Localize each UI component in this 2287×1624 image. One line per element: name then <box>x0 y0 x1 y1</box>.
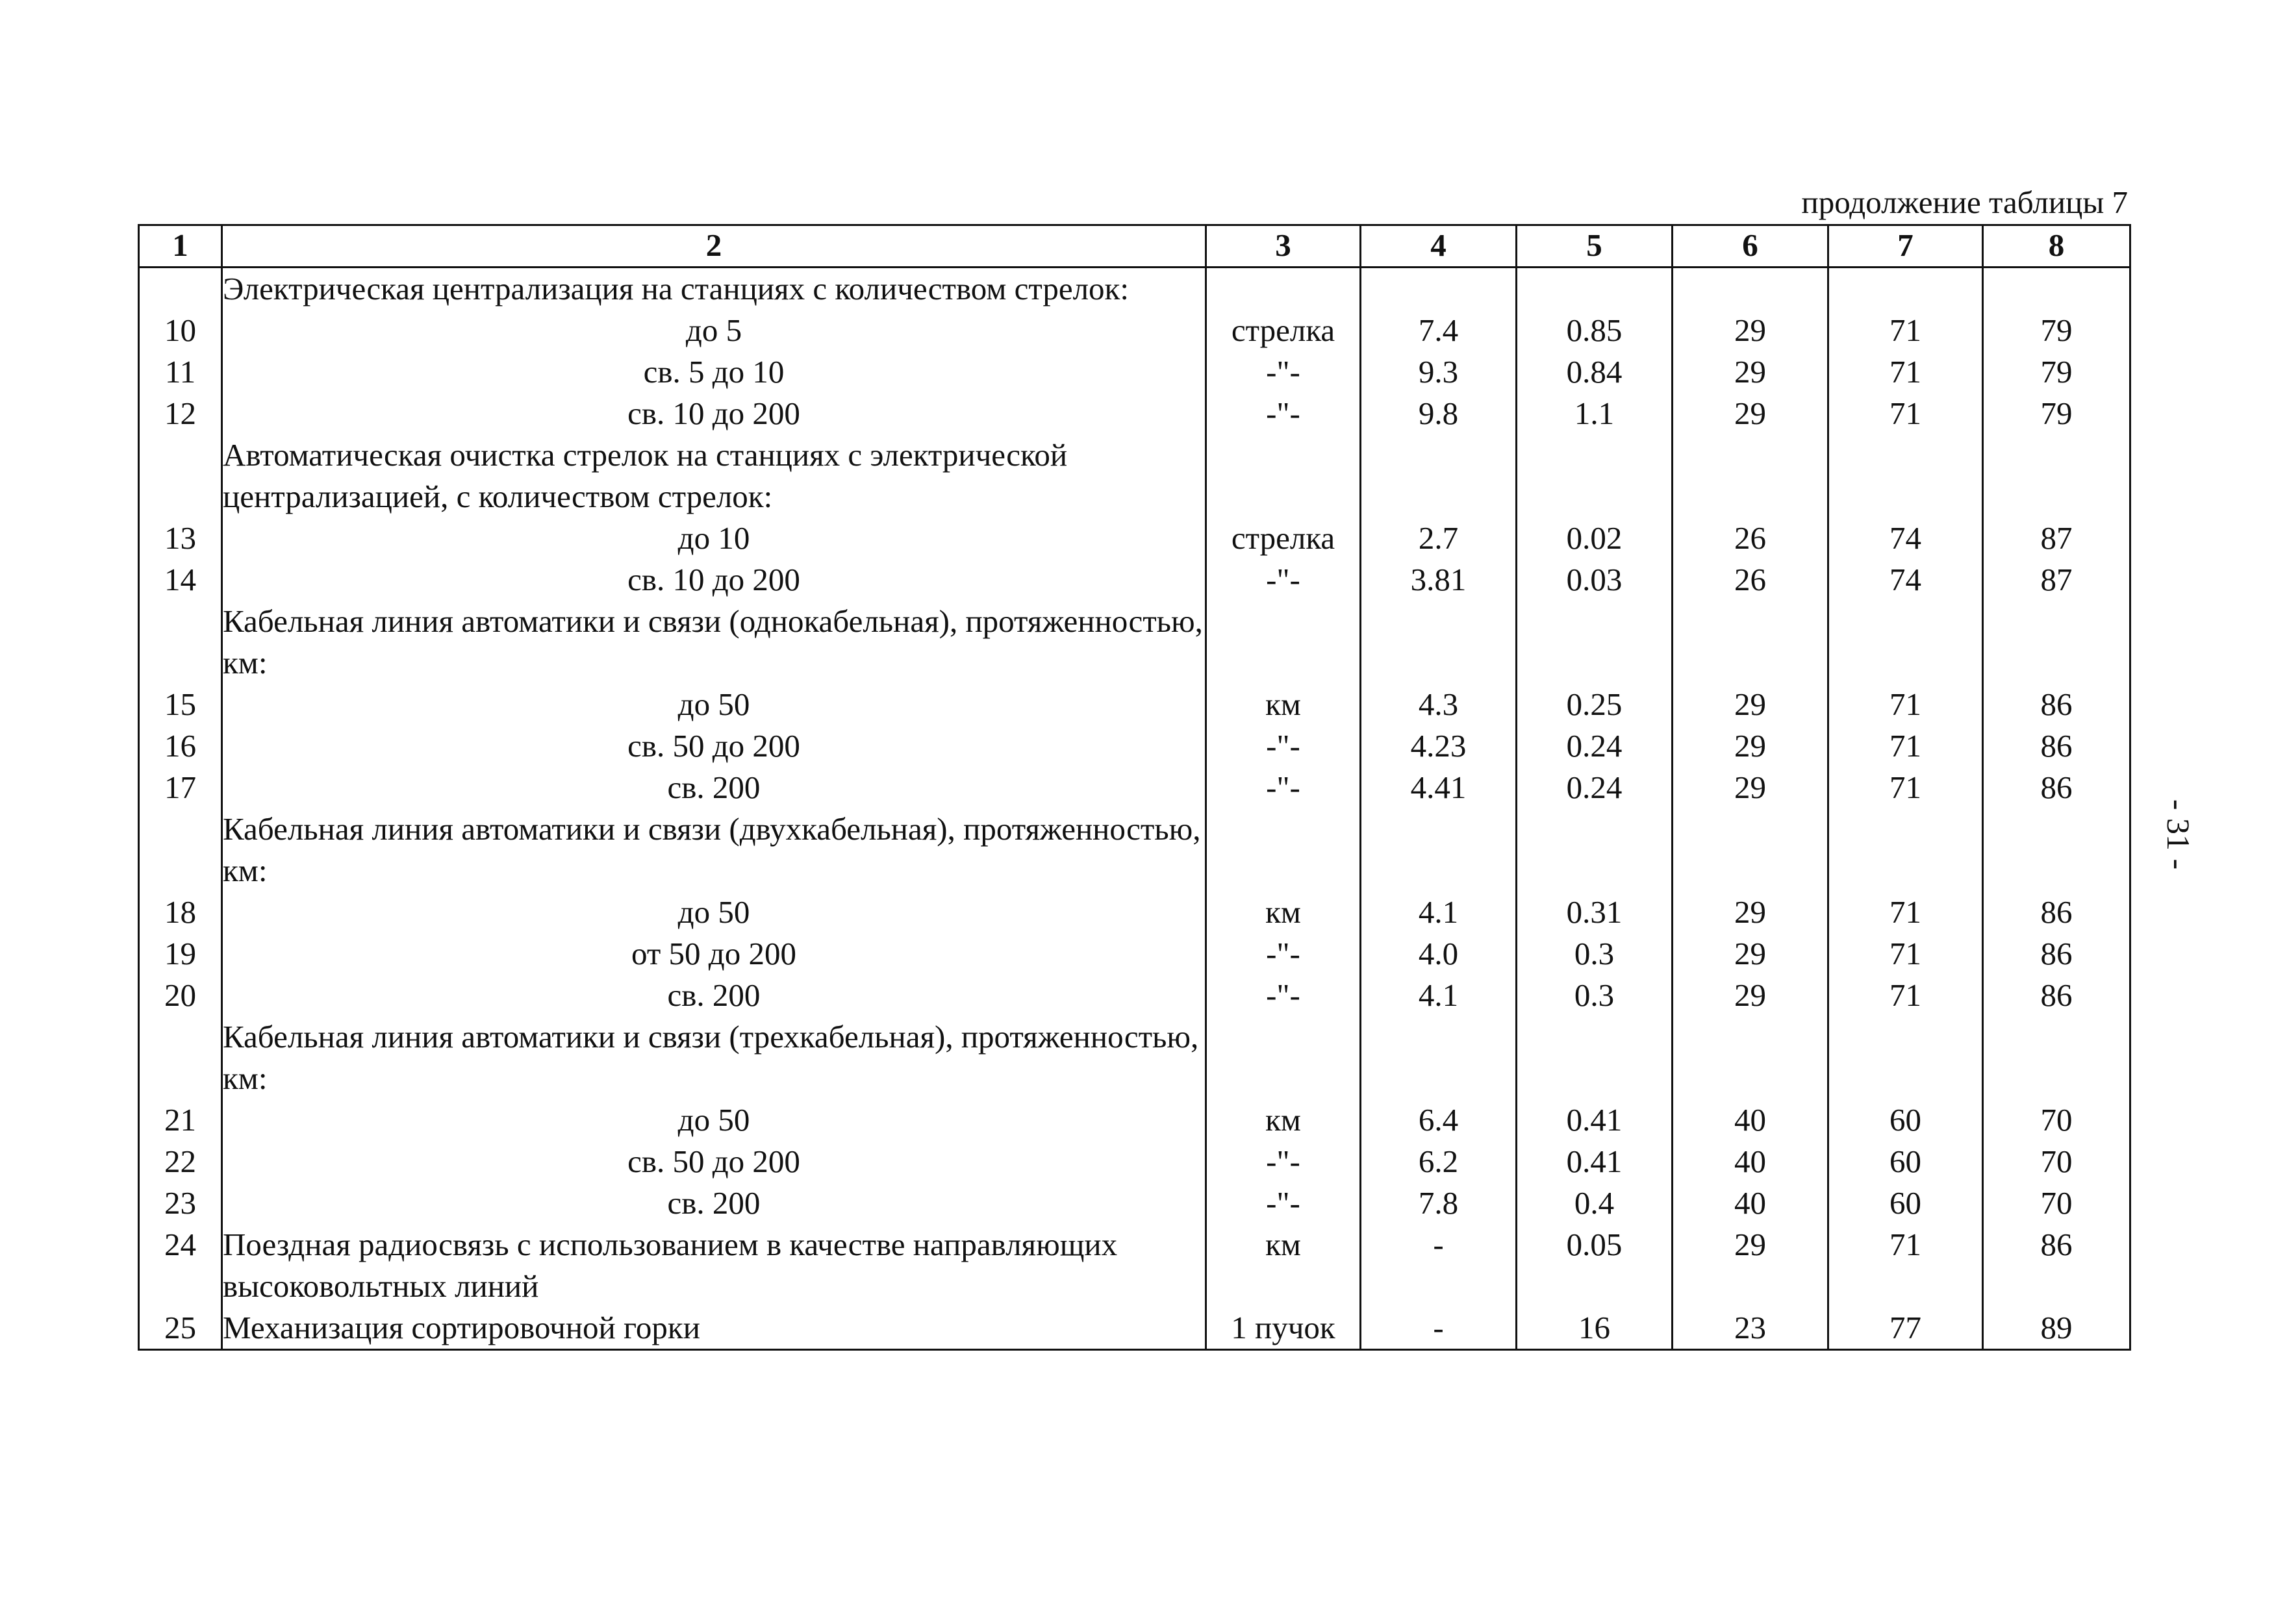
value-col-7 <box>1828 601 1983 684</box>
table-row <box>139 892 2130 933</box>
unit-cell: стрелка <box>1206 310 1361 351</box>
value-col-5: 0.05 <box>1517 1224 1673 1307</box>
value-col-7: 71 <box>1828 892 1983 933</box>
value-col-5: 0.85 <box>1517 310 1673 351</box>
group-heading-row <box>139 434 2130 518</box>
value-col-6: 40 <box>1673 1099 1828 1141</box>
value-col-6 <box>1673 434 1828 518</box>
value-col-4: 4.3 <box>1361 684 1517 725</box>
unit-cell: -"- <box>1206 725 1361 767</box>
column-header-7: 7 <box>1828 225 1983 268</box>
value-col-5: 0.4 <box>1517 1182 1673 1224</box>
unit-cell: -"- <box>1206 975 1361 1016</box>
value-col-5: 16 <box>1517 1307 1673 1350</box>
value-col-6: 29 <box>1673 892 1828 933</box>
value-col-6: 40 <box>1673 1141 1828 1182</box>
value-col-6: 29 <box>1673 975 1828 1016</box>
value-col-4: - <box>1361 1307 1517 1350</box>
value-col-7: 74 <box>1828 518 1983 559</box>
unit-cell: стрелка <box>1206 518 1361 559</box>
unit-cell: -"- <box>1206 351 1361 393</box>
row-description: до 50 <box>222 892 1206 933</box>
table-row <box>139 684 2130 725</box>
row-number: 23 <box>139 1182 222 1224</box>
value-col-5: 1.1 <box>1517 393 1673 434</box>
value-col-4: 6.2 <box>1361 1141 1517 1182</box>
value-col-8: 86 <box>1983 892 2130 933</box>
row-number <box>139 434 222 518</box>
value-col-4: 4.23 <box>1361 725 1517 767</box>
value-col-6: 29 <box>1673 725 1828 767</box>
value-col-6: 29 <box>1673 767 1828 808</box>
value-col-5: 0.3 <box>1517 975 1673 1016</box>
row-number: 14 <box>139 559 222 601</box>
value-col-7 <box>1828 1016 1983 1099</box>
row-description: до 50 <box>222 684 1206 725</box>
row-number: 21 <box>139 1099 222 1141</box>
row-number: 22 <box>139 1141 222 1182</box>
value-col-7: 74 <box>1828 559 1983 601</box>
unit-cell <box>1206 808 1361 892</box>
table-row <box>139 559 2130 601</box>
unit-cell: -"- <box>1206 559 1361 601</box>
group-heading-text: Автоматическая очистка стрелок на станциях с электрической централизацией, с количеством стрелок: <box>222 434 1206 518</box>
value-col-8: 79 <box>1983 393 2130 434</box>
value-col-5: 0.03 <box>1517 559 1673 601</box>
column-header-1: 1 <box>139 225 222 268</box>
value-col-5 <box>1517 1016 1673 1099</box>
column-header-2: 2 <box>222 225 1206 268</box>
value-col-7: 71 <box>1828 351 1983 393</box>
row-number <box>139 1016 222 1099</box>
value-col-5: 0.24 <box>1517 767 1673 808</box>
table-row <box>139 1182 2130 1224</box>
table-body <box>139 268 2130 1350</box>
row-number: 15 <box>139 684 222 725</box>
value-col-4 <box>1361 601 1517 684</box>
value-col-5: 0.31 <box>1517 892 1673 933</box>
value-col-8: 87 <box>1983 559 2130 601</box>
value-col-8: 70 <box>1983 1141 2130 1182</box>
value-col-6: 29 <box>1673 933 1828 975</box>
group-heading-row <box>139 601 2130 684</box>
unit-cell: -"- <box>1206 1141 1361 1182</box>
value-col-4: 4.41 <box>1361 767 1517 808</box>
page-number: - 31 - <box>2160 799 2197 870</box>
value-col-8: 86 <box>1983 975 2130 1016</box>
row-number: 18 <box>139 892 222 933</box>
table-header-row <box>139 225 2130 268</box>
row-description: св. 200 <box>222 767 1206 808</box>
row-description: св. 200 <box>222 1182 1206 1224</box>
group-heading-row <box>139 268 2130 310</box>
row-number <box>139 808 222 892</box>
row-description: до 50 <box>222 1099 1206 1141</box>
table-row <box>139 1224 2130 1307</box>
value-col-5 <box>1517 601 1673 684</box>
value-col-6 <box>1673 601 1828 684</box>
value-col-6: 23 <box>1673 1307 1828 1350</box>
row-description: св. 10 до 200 <box>222 559 1206 601</box>
value-col-6: 29 <box>1673 351 1828 393</box>
unit-cell <box>1206 1016 1361 1099</box>
unit-cell: -"- <box>1206 767 1361 808</box>
value-col-8 <box>1983 268 2130 310</box>
value-col-4 <box>1361 808 1517 892</box>
table-row <box>139 975 2130 1016</box>
column-header-5: 5 <box>1517 225 1673 268</box>
value-col-7: 60 <box>1828 1141 1983 1182</box>
value-col-8: 86 <box>1983 933 2130 975</box>
unit-cell: 1 пучок <box>1206 1307 1361 1350</box>
row-description: св. 5 до 10 <box>222 351 1206 393</box>
value-col-4 <box>1361 268 1517 310</box>
value-col-7: 71 <box>1828 975 1983 1016</box>
value-col-7: 77 <box>1828 1307 1983 1350</box>
value-col-5: 0.41 <box>1517 1099 1673 1141</box>
row-description: св. 50 до 200 <box>222 725 1206 767</box>
unit-cell: км <box>1206 684 1361 725</box>
column-header-6: 6 <box>1673 225 1828 268</box>
value-col-4: 2.7 <box>1361 518 1517 559</box>
value-col-7 <box>1828 808 1983 892</box>
row-number: 24 <box>139 1224 222 1307</box>
table-row <box>139 310 2130 351</box>
row-number: 12 <box>139 393 222 434</box>
value-col-8: 86 <box>1983 767 2130 808</box>
value-col-8: 86 <box>1983 684 2130 725</box>
row-number: 16 <box>139 725 222 767</box>
value-col-8: 87 <box>1983 518 2130 559</box>
value-col-6 <box>1673 1016 1828 1099</box>
unit-cell: -"- <box>1206 393 1361 434</box>
value-col-4 <box>1361 1016 1517 1099</box>
row-number: 13 <box>139 518 222 559</box>
value-col-7: 71 <box>1828 393 1983 434</box>
value-col-8: 70 <box>1983 1182 2130 1224</box>
unit-cell: км <box>1206 892 1361 933</box>
table-row <box>139 393 2130 434</box>
row-description: св. 50 до 200 <box>222 1141 1206 1182</box>
value-col-7: 71 <box>1828 1224 1983 1307</box>
value-col-4: 4.1 <box>1361 892 1517 933</box>
column-header-3: 3 <box>1206 225 1361 268</box>
value-col-8: 86 <box>1983 725 2130 767</box>
row-description: Механизация сортировочной горки <box>222 1307 1206 1350</box>
value-col-5: 0.02 <box>1517 518 1673 559</box>
table-row <box>139 518 2130 559</box>
row-number: 19 <box>139 933 222 975</box>
value-col-8: 89 <box>1983 1307 2130 1350</box>
row-number: 25 <box>139 1307 222 1350</box>
value-col-7: 71 <box>1828 684 1983 725</box>
value-col-8: 86 <box>1983 1224 2130 1307</box>
table-row <box>139 725 2130 767</box>
value-col-4: 7.8 <box>1361 1182 1517 1224</box>
row-number <box>139 268 222 310</box>
value-col-5 <box>1517 268 1673 310</box>
value-col-4: 9.3 <box>1361 351 1517 393</box>
row-description: св. 10 до 200 <box>222 393 1206 434</box>
value-col-8: 70 <box>1983 1099 2130 1141</box>
row-description: св. 200 <box>222 975 1206 1016</box>
value-col-6: 29 <box>1673 310 1828 351</box>
value-col-4: 3.81 <box>1361 559 1517 601</box>
row-number: 11 <box>139 351 222 393</box>
value-col-7 <box>1828 434 1983 518</box>
value-col-8 <box>1983 434 2130 518</box>
value-col-6: 29 <box>1673 1224 1828 1307</box>
value-col-4: 4.1 <box>1361 975 1517 1016</box>
unit-cell <box>1206 601 1361 684</box>
row-description: Поездная радиосвязь с использованием в качестве направляющих высоковольтных линий <box>222 1224 1206 1307</box>
value-col-4: 6.4 <box>1361 1099 1517 1141</box>
value-col-5: 0.3 <box>1517 933 1673 975</box>
row-description: до 5 <box>222 310 1206 351</box>
value-col-6: 29 <box>1673 684 1828 725</box>
unit-cell <box>1206 434 1361 518</box>
value-col-4: - <box>1361 1224 1517 1307</box>
value-col-7: 71 <box>1828 310 1983 351</box>
value-col-6: 40 <box>1673 1182 1828 1224</box>
value-col-5: 0.41 <box>1517 1141 1673 1182</box>
data-table <box>138 224 2131 1351</box>
row-number <box>139 601 222 684</box>
value-col-5 <box>1517 434 1673 518</box>
unit-cell: км <box>1206 1099 1361 1141</box>
group-heading-text: Электрическая централизация на станциях с количеством стрелок: <box>222 268 1206 310</box>
row-description: до 10 <box>222 518 1206 559</box>
group-heading-text: Кабельная линия автоматики и связи (однокабельная), протяженностью, км: <box>222 601 1206 684</box>
table-row <box>139 351 2130 393</box>
value-col-5: 0.24 <box>1517 725 1673 767</box>
value-col-7: 71 <box>1828 725 1983 767</box>
unit-cell <box>1206 268 1361 310</box>
value-col-6: 26 <box>1673 559 1828 601</box>
value-col-6: 26 <box>1673 518 1828 559</box>
column-header-4: 4 <box>1361 225 1517 268</box>
value-col-4: 9.8 <box>1361 393 1517 434</box>
table-row <box>139 1307 2130 1350</box>
value-col-4 <box>1361 434 1517 518</box>
table-row <box>139 1099 2130 1141</box>
value-col-4: 7.4 <box>1361 310 1517 351</box>
value-col-8: 79 <box>1983 351 2130 393</box>
column-header-8: 8 <box>1983 225 2130 268</box>
group-heading-text: Кабельная линия автоматики и связи (двухкабельная), протяженностью, км: <box>222 808 1206 892</box>
value-col-5 <box>1517 808 1673 892</box>
value-col-5: 0.84 <box>1517 351 1673 393</box>
table-continuation-caption: продолжение таблицы 7 <box>1801 184 2128 220</box>
value-col-7: 71 <box>1828 767 1983 808</box>
unit-cell: -"- <box>1206 1182 1361 1224</box>
value-col-6: 29 <box>1673 393 1828 434</box>
value-col-7: 60 <box>1828 1182 1983 1224</box>
row-description: от 50 до 200 <box>222 933 1206 975</box>
table-row <box>139 933 2130 975</box>
group-heading-text: Кабельная линия автоматики и связи (трехкабельная), протяженностью, км: <box>222 1016 1206 1099</box>
row-number: 20 <box>139 975 222 1016</box>
unit-cell: -"- <box>1206 933 1361 975</box>
value-col-5: 0.25 <box>1517 684 1673 725</box>
table-row <box>139 1141 2130 1182</box>
value-col-7: 71 <box>1828 933 1983 975</box>
value-col-6 <box>1673 268 1828 310</box>
value-col-6 <box>1673 808 1828 892</box>
value-col-4: 4.0 <box>1361 933 1517 975</box>
row-number: 17 <box>139 767 222 808</box>
group-heading-row <box>139 1016 2130 1099</box>
value-col-7 <box>1828 268 1983 310</box>
value-col-8 <box>1983 601 2130 684</box>
unit-cell: км <box>1206 1224 1361 1307</box>
table-row <box>139 767 2130 808</box>
value-col-8: 79 <box>1983 310 2130 351</box>
value-col-7: 60 <box>1828 1099 1983 1141</box>
value-col-8 <box>1983 1016 2130 1099</box>
group-heading-row <box>139 808 2130 892</box>
value-col-8 <box>1983 808 2130 892</box>
row-number: 10 <box>139 310 222 351</box>
